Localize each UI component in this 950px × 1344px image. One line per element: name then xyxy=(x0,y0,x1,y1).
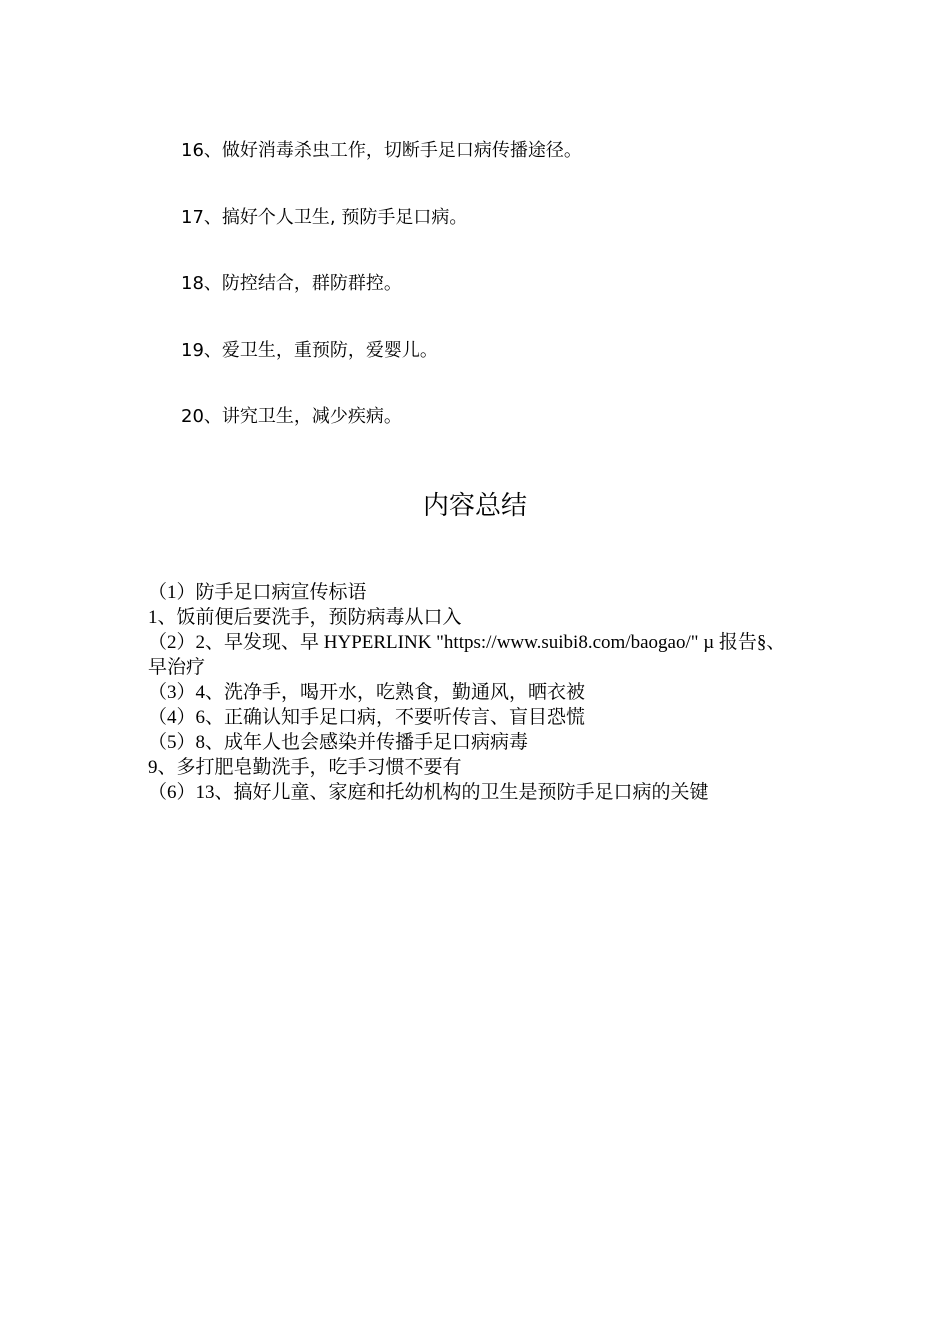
summary-line: （1）防手足口病宣传标语 xyxy=(148,582,367,603)
summary-line: （4）6、正确认知手足口病，不要听传言、盲目恐慌 xyxy=(148,707,586,728)
summary-line: （3）4、洗净手，喝开水，吃熟食，勤通风，晒衣被 xyxy=(148,682,586,703)
summary-line-with-hyperlink-field: （2）2、早发现、早 HYPERLINK "https://www.suibi8.com/baogao/" µ 报告§、早治疗 xyxy=(148,632,786,678)
slogan-item: 16、做好消毒杀虫工作，切断手足口病传播途径。 xyxy=(181,140,582,161)
summary-line: （5）8、成年人也会感染并传播手足口病病毒 xyxy=(148,732,529,753)
slogan-item: 20、讲究卫生，减少疾病。 xyxy=(181,406,402,427)
summary-line: 9、多打肥皂勤洗手，吃手习惯不要有 xyxy=(148,757,462,778)
slogan-item: 17、搞好个人卫生, 预防手足口病。 xyxy=(181,206,468,228)
slogan-list xyxy=(181,138,582,471)
summary-line: 1、饭前便后要洗手，预防病毒从口入 xyxy=(148,607,462,628)
summary-body xyxy=(148,580,803,805)
slogan-item: 18、防控结合，群防群控。 xyxy=(181,273,402,294)
summary-line: （6）13、搞好儿童、家庭和托幼机构的卫生是预防手足口病的关键 xyxy=(148,782,709,803)
slogan-item: 19、爱卫生，重预防，爱婴儿。 xyxy=(181,339,438,361)
summary-title: 内容总结 xyxy=(422,491,527,521)
